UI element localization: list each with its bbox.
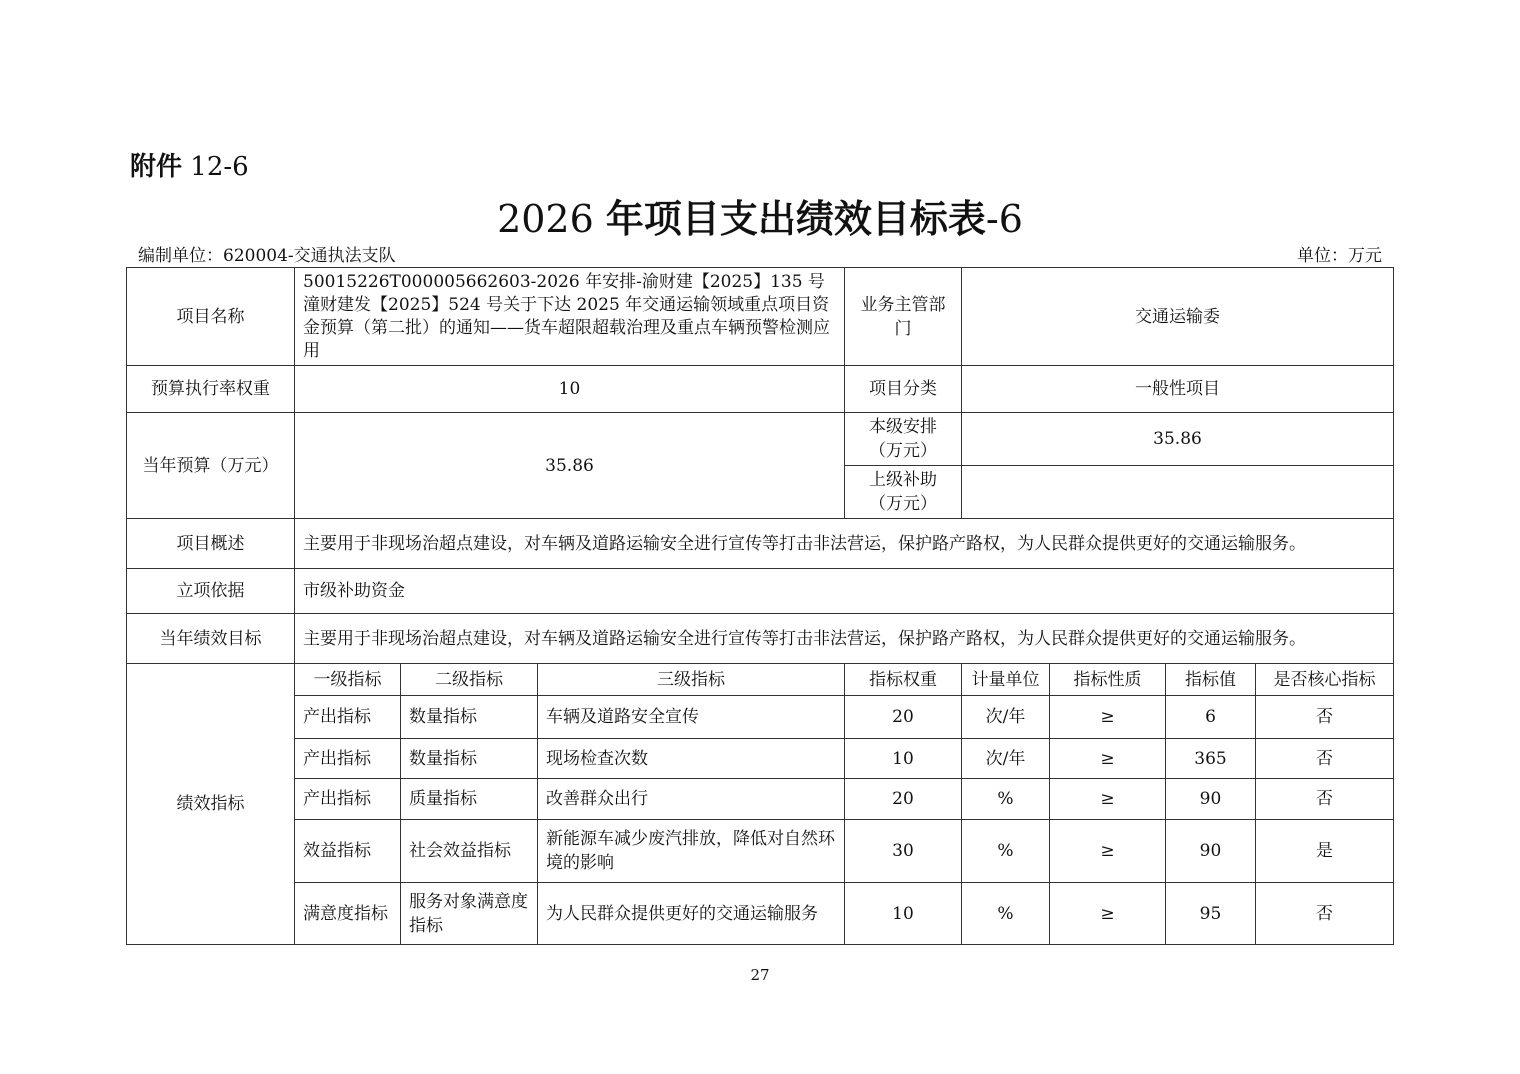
row-nature: ≥ bbox=[1050, 696, 1166, 739]
row-unit: % bbox=[962, 779, 1050, 820]
row-level1: 产出指标 bbox=[295, 739, 401, 779]
row-value: 6 bbox=[1166, 696, 1256, 739]
row-level1: 效益指标 bbox=[295, 820, 401, 883]
budget-label: 当年预算（万元） bbox=[127, 413, 295, 519]
row-level1: 产出指标 bbox=[295, 779, 401, 820]
budget-value: 35.86 bbox=[295, 413, 845, 519]
exec-weight-value: 10 bbox=[295, 366, 845, 413]
row-weight: 30 bbox=[845, 820, 962, 883]
overview-label: 项目概述 bbox=[127, 519, 295, 569]
header-level1: 一级指标 bbox=[295, 664, 401, 696]
row-weight: 10 bbox=[845, 883, 962, 945]
row-core: 是 bbox=[1256, 820, 1394, 883]
row-level1: 产出指标 bbox=[295, 696, 401, 739]
row-level2: 服务对象满意度指标 bbox=[401, 883, 538, 945]
row-value: 90 bbox=[1166, 779, 1256, 820]
table-row bbox=[127, 696, 1394, 739]
row-level3: 为人民群众提供更好的交通运输服务 bbox=[538, 883, 845, 945]
header-level2: 二级指标 bbox=[401, 664, 538, 696]
header-value: 指标值 bbox=[1166, 664, 1256, 696]
row-unit: % bbox=[962, 820, 1050, 883]
page-title: 2026 年项目支出绩效目标表-6 bbox=[497, 197, 1023, 241]
basis-value: 市级补助资金 bbox=[295, 569, 1394, 614]
currency-unit: 单位：万元 bbox=[1297, 246, 1382, 266]
local-value: 35.86 bbox=[962, 413, 1394, 466]
row-value: 365 bbox=[1166, 739, 1256, 779]
header-level3: 三级指标 bbox=[538, 664, 845, 696]
row-level1: 满意度指标 bbox=[295, 883, 401, 945]
header-nature: 指标性质 bbox=[1050, 664, 1166, 696]
org-unit: 编制单位：620004-交通执法支队 bbox=[138, 246, 396, 266]
exec-weight-label: 预算执行率权重 bbox=[127, 366, 295, 413]
table-row bbox=[127, 820, 1394, 883]
dept-value: 交通运输委 bbox=[962, 268, 1394, 366]
row-nature: ≥ bbox=[1050, 779, 1166, 820]
category-label: 项目分类 bbox=[845, 366, 962, 413]
row-core: 否 bbox=[1256, 779, 1394, 820]
table-row bbox=[127, 883, 1394, 945]
upper-label: 上级补助（万元） bbox=[845, 466, 962, 519]
row-level2: 社会效益指标 bbox=[401, 820, 538, 883]
table-row bbox=[127, 779, 1394, 820]
page-number: 27 bbox=[750, 966, 770, 984]
row-value: 95 bbox=[1166, 883, 1256, 945]
goal-label: 当年绩效目标 bbox=[127, 614, 295, 664]
local-label: 本级安排（万元） bbox=[845, 413, 962, 466]
row-weight: 20 bbox=[845, 696, 962, 739]
row-unit: 次/年 bbox=[962, 739, 1050, 779]
header-core: 是否核心指标 bbox=[1256, 664, 1394, 696]
row-level3: 车辆及道路安全宣传 bbox=[538, 696, 845, 739]
header-weight: 指标权重 bbox=[845, 664, 962, 696]
row-level3: 新能源车减少废汽排放，降低对自然环境的影响 bbox=[538, 820, 845, 883]
row-weight: 10 bbox=[845, 739, 962, 779]
row-unit: 次/年 bbox=[962, 696, 1050, 739]
row-unit: % bbox=[962, 883, 1050, 945]
row-core: 否 bbox=[1256, 696, 1394, 739]
indicators-label: 绩效指标 bbox=[127, 664, 295, 945]
row-nature: ≥ bbox=[1050, 820, 1166, 883]
row-level2: 数量指标 bbox=[401, 739, 538, 779]
category-value: 一般性项目 bbox=[962, 366, 1394, 413]
row-level2: 数量指标 bbox=[401, 696, 538, 739]
row-level3: 现场检查次数 bbox=[538, 739, 845, 779]
row-level3: 改善群众出行 bbox=[538, 779, 845, 820]
project-name-label: 项目名称 bbox=[127, 268, 295, 366]
basis-label: 立项依据 bbox=[127, 569, 295, 614]
overview-value: 主要用于非现场治超点建设，对车辆及道路运输安全进行宣传等打击非法营运，保护路产路权，为人民群众提供更好的交通运输服务。 bbox=[295, 519, 1394, 569]
table-row bbox=[127, 739, 1394, 779]
row-nature: ≥ bbox=[1050, 883, 1166, 945]
row-core: 否 bbox=[1256, 739, 1394, 779]
header-unit: 计量单位 bbox=[962, 664, 1050, 696]
row-core: 否 bbox=[1256, 883, 1394, 945]
row-level2: 质量指标 bbox=[401, 779, 538, 820]
row-weight: 20 bbox=[845, 779, 962, 820]
upper-value bbox=[962, 466, 1394, 519]
dept-label: 业务主管部门 bbox=[845, 268, 962, 366]
row-value: 90 bbox=[1166, 820, 1256, 883]
performance-table bbox=[126, 267, 1394, 945]
project-name: 50015226T000005662603-2026 年安排-渝财建【2025】135 号潼财建发【2025】524 号关于下达 2025 年交通运输领域重点项目资金预算（第二批）的通知——货车超限超载治理及重点车辆预警检测应用 bbox=[295, 268, 845, 366]
row-nature: ≥ bbox=[1050, 739, 1166, 779]
attachment-label: 附件 12-6 bbox=[130, 152, 249, 182]
goal-value: 主要用于非现场治超点建设，对车辆及道路运输安全进行宣传等打击非法营运，保护路产路权，为人民群众提供更好的交通运输服务。 bbox=[295, 614, 1394, 664]
